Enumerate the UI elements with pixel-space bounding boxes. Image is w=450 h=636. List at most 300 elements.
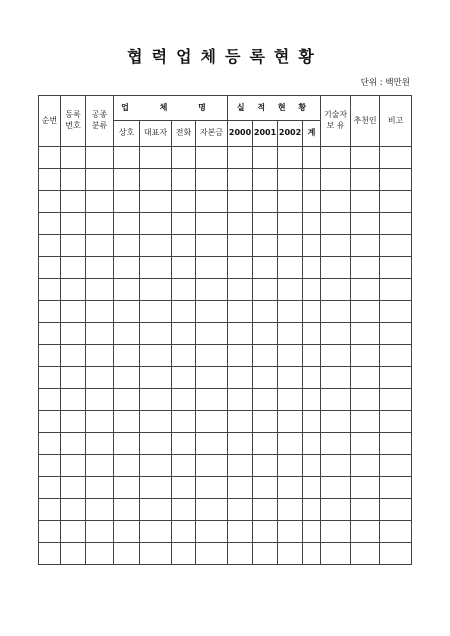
table-row bbox=[39, 147, 412, 169]
table-cell bbox=[140, 367, 172, 389]
table-cell bbox=[321, 191, 351, 213]
table-cell bbox=[172, 235, 196, 257]
table-cell bbox=[140, 389, 172, 411]
table-cell bbox=[351, 147, 380, 169]
table-cell bbox=[303, 345, 321, 367]
table-cell bbox=[39, 389, 61, 411]
table-cell bbox=[278, 477, 303, 499]
table-row bbox=[39, 213, 412, 235]
table-cell bbox=[253, 543, 278, 565]
table-cell bbox=[39, 521, 61, 543]
table-cell bbox=[380, 433, 412, 455]
table-cell bbox=[61, 279, 86, 301]
table-cell bbox=[114, 323, 140, 345]
subheader-year-2000: 2000 bbox=[228, 121, 253, 147]
table-cell bbox=[228, 213, 253, 235]
table-cell bbox=[228, 191, 253, 213]
table-cell bbox=[86, 367, 114, 389]
table-cell bbox=[61, 433, 86, 455]
table-cell bbox=[321, 411, 351, 433]
table-cell bbox=[172, 367, 196, 389]
table-cell bbox=[278, 521, 303, 543]
table-cell bbox=[278, 235, 303, 257]
table-cell bbox=[86, 147, 114, 169]
table-cell bbox=[172, 345, 196, 367]
table-cell bbox=[303, 235, 321, 257]
subheader-representative: 대표자 bbox=[140, 121, 172, 147]
table-cell bbox=[86, 279, 114, 301]
table-cell bbox=[114, 257, 140, 279]
table-cell bbox=[39, 301, 61, 323]
table-cell bbox=[253, 257, 278, 279]
table-cell bbox=[140, 213, 172, 235]
table-cell bbox=[140, 499, 172, 521]
table-cell bbox=[86, 169, 114, 191]
table-cell bbox=[303, 301, 321, 323]
table-cell bbox=[140, 147, 172, 169]
subheader-trade-name: 상호 bbox=[114, 121, 140, 147]
table-cell bbox=[380, 301, 412, 323]
table-cell bbox=[140, 477, 172, 499]
table-cell bbox=[253, 455, 278, 477]
table-cell bbox=[172, 301, 196, 323]
table-cell bbox=[228, 169, 253, 191]
table-cell bbox=[228, 543, 253, 565]
header-company-group: 업 체 명 bbox=[114, 96, 228, 121]
table-cell bbox=[114, 477, 140, 499]
table-cell bbox=[253, 147, 278, 169]
table-cell bbox=[303, 389, 321, 411]
header-performance-group: 실 적 현 황 bbox=[228, 96, 321, 121]
table-cell bbox=[140, 279, 172, 301]
table-cell bbox=[61, 323, 86, 345]
table-cell bbox=[228, 455, 253, 477]
table-cell bbox=[86, 433, 114, 455]
table-cell bbox=[321, 279, 351, 301]
table-cell bbox=[351, 279, 380, 301]
table-cell bbox=[172, 169, 196, 191]
table-cell bbox=[303, 411, 321, 433]
table-cell bbox=[380, 367, 412, 389]
table-cell bbox=[39, 499, 61, 521]
table-cell bbox=[61, 147, 86, 169]
table-cell bbox=[196, 213, 228, 235]
table-cell bbox=[228, 257, 253, 279]
table-cell bbox=[351, 367, 380, 389]
table-cell bbox=[39, 257, 61, 279]
table-row bbox=[39, 411, 412, 433]
table-cell bbox=[380, 543, 412, 565]
table-cell bbox=[253, 169, 278, 191]
table-cell bbox=[39, 279, 61, 301]
table-cell bbox=[86, 191, 114, 213]
table-cell bbox=[114, 191, 140, 213]
table-cell bbox=[61, 455, 86, 477]
table-cell bbox=[196, 301, 228, 323]
table-cell bbox=[278, 543, 303, 565]
table-cell bbox=[140, 301, 172, 323]
table-cell bbox=[61, 169, 86, 191]
table-cell bbox=[172, 191, 196, 213]
table-cell bbox=[351, 323, 380, 345]
table-cell bbox=[380, 521, 412, 543]
table-cell bbox=[39, 367, 61, 389]
table-cell bbox=[196, 389, 228, 411]
table-cell bbox=[321, 169, 351, 191]
table-cell bbox=[351, 169, 380, 191]
table-cell bbox=[351, 499, 380, 521]
table-cell bbox=[303, 213, 321, 235]
subheader-year-2001: 2001 bbox=[253, 121, 278, 147]
table-cell bbox=[86, 301, 114, 323]
table-row bbox=[39, 257, 412, 279]
table-cell bbox=[228, 301, 253, 323]
table-cell bbox=[321, 235, 351, 257]
table-cell bbox=[380, 455, 412, 477]
table-row bbox=[39, 169, 412, 191]
header-seq: 순번 bbox=[39, 96, 61, 147]
table-row bbox=[39, 477, 412, 499]
table-cell bbox=[114, 301, 140, 323]
table-cell bbox=[86, 543, 114, 565]
table-cell bbox=[351, 455, 380, 477]
table-row bbox=[39, 279, 412, 301]
table-cell bbox=[196, 521, 228, 543]
table-cell bbox=[172, 411, 196, 433]
table-cell bbox=[321, 257, 351, 279]
table-cell bbox=[172, 147, 196, 169]
header-recommender: 추천인 bbox=[351, 96, 380, 147]
table-cell bbox=[303, 499, 321, 521]
table-cell bbox=[140, 543, 172, 565]
table-cell bbox=[321, 543, 351, 565]
table-row bbox=[39, 235, 412, 257]
table-cell bbox=[351, 345, 380, 367]
table-cell bbox=[278, 345, 303, 367]
table-cell bbox=[86, 323, 114, 345]
table-cell bbox=[253, 521, 278, 543]
table-cell bbox=[172, 257, 196, 279]
table-cell bbox=[303, 169, 321, 191]
table-cell bbox=[140, 455, 172, 477]
table-cell bbox=[172, 433, 196, 455]
table-cell bbox=[351, 301, 380, 323]
table-cell bbox=[39, 235, 61, 257]
table-cell bbox=[228, 147, 253, 169]
table-cell bbox=[380, 345, 412, 367]
table-cell bbox=[39, 477, 61, 499]
table-cell bbox=[114, 499, 140, 521]
table-cell bbox=[196, 279, 228, 301]
table-cell bbox=[196, 191, 228, 213]
table-cell bbox=[278, 169, 303, 191]
table-cell bbox=[196, 323, 228, 345]
table-cell bbox=[228, 477, 253, 499]
table-row bbox=[39, 323, 412, 345]
table-cell bbox=[86, 345, 114, 367]
header-technicians: 기술자 보 유 bbox=[321, 96, 351, 147]
table-cell bbox=[253, 477, 278, 499]
table-cell bbox=[39, 345, 61, 367]
table-cell bbox=[172, 323, 196, 345]
table-cell bbox=[228, 323, 253, 345]
table-cell bbox=[351, 235, 380, 257]
table-cell bbox=[114, 279, 140, 301]
table-cell bbox=[86, 411, 114, 433]
table-cell bbox=[278, 301, 303, 323]
table-cell bbox=[114, 367, 140, 389]
page-title: 협력업체등록현황 bbox=[127, 47, 323, 66]
table-cell bbox=[380, 389, 412, 411]
table-cell bbox=[351, 433, 380, 455]
table-cell bbox=[172, 477, 196, 499]
subheader-phone: 전화 bbox=[172, 121, 196, 147]
table-cell bbox=[39, 455, 61, 477]
table-cell bbox=[321, 521, 351, 543]
table-cell bbox=[351, 411, 380, 433]
table-cell bbox=[228, 235, 253, 257]
table-cell bbox=[172, 543, 196, 565]
table-cell bbox=[278, 455, 303, 477]
table-cell bbox=[278, 367, 303, 389]
table-cell bbox=[278, 279, 303, 301]
table-cell bbox=[196, 477, 228, 499]
table-cell bbox=[278, 323, 303, 345]
table-cell bbox=[303, 367, 321, 389]
table-cell bbox=[380, 235, 412, 257]
table-cell bbox=[172, 389, 196, 411]
table-cell bbox=[253, 213, 278, 235]
table-cell bbox=[114, 455, 140, 477]
table-cell bbox=[39, 169, 61, 191]
table-cell bbox=[253, 235, 278, 257]
table-cell bbox=[278, 389, 303, 411]
table-cell bbox=[61, 543, 86, 565]
table-cell bbox=[228, 521, 253, 543]
table-cell bbox=[228, 279, 253, 301]
table-cell bbox=[196, 455, 228, 477]
table-row bbox=[39, 543, 412, 565]
table-cell bbox=[61, 477, 86, 499]
table-cell bbox=[61, 301, 86, 323]
table-cell bbox=[351, 389, 380, 411]
table-cell bbox=[61, 235, 86, 257]
table-cell bbox=[114, 235, 140, 257]
table-cell bbox=[196, 345, 228, 367]
table-cell bbox=[351, 191, 380, 213]
table-cell bbox=[253, 389, 278, 411]
table-cell bbox=[228, 345, 253, 367]
table-cell bbox=[172, 521, 196, 543]
table-cell bbox=[351, 521, 380, 543]
table-cell bbox=[278, 213, 303, 235]
table-cell bbox=[39, 323, 61, 345]
table-cell bbox=[196, 147, 228, 169]
table-cell bbox=[380, 191, 412, 213]
table-cell bbox=[114, 213, 140, 235]
table-cell bbox=[303, 477, 321, 499]
table-cell bbox=[114, 389, 140, 411]
table-cell bbox=[321, 455, 351, 477]
table-cell bbox=[253, 411, 278, 433]
table-cell bbox=[278, 147, 303, 169]
table-cell bbox=[253, 191, 278, 213]
header-remarks: 비고 bbox=[380, 96, 412, 147]
table-cell bbox=[278, 257, 303, 279]
table-cell bbox=[253, 345, 278, 367]
table-cell bbox=[380, 279, 412, 301]
table-cell bbox=[196, 257, 228, 279]
table-cell bbox=[321, 147, 351, 169]
table-cell bbox=[303, 433, 321, 455]
table-row bbox=[39, 367, 412, 389]
table-cell bbox=[196, 169, 228, 191]
table-cell bbox=[380, 213, 412, 235]
subheader-total: 계 bbox=[303, 121, 321, 147]
table-cell bbox=[114, 147, 140, 169]
table-cell bbox=[351, 477, 380, 499]
table-row bbox=[39, 455, 412, 477]
table-cell bbox=[196, 499, 228, 521]
table-cell bbox=[321, 477, 351, 499]
table-cell bbox=[172, 455, 196, 477]
table-cell bbox=[321, 301, 351, 323]
header-row-1 bbox=[39, 96, 412, 121]
table-cell bbox=[86, 235, 114, 257]
table-cell bbox=[380, 169, 412, 191]
table-cell bbox=[86, 477, 114, 499]
subheader-capital: 자본금 bbox=[196, 121, 228, 147]
table-row bbox=[39, 345, 412, 367]
table-cell bbox=[196, 433, 228, 455]
table-cell bbox=[321, 389, 351, 411]
table-cell bbox=[351, 543, 380, 565]
table-cell bbox=[114, 433, 140, 455]
table-cell bbox=[351, 257, 380, 279]
table-cell bbox=[140, 191, 172, 213]
table-cell bbox=[61, 191, 86, 213]
table-cell bbox=[303, 191, 321, 213]
table-cell bbox=[380, 147, 412, 169]
table-cell bbox=[61, 367, 86, 389]
table-cell bbox=[140, 521, 172, 543]
table-cell bbox=[228, 389, 253, 411]
table-cell bbox=[39, 543, 61, 565]
table-cell bbox=[303, 543, 321, 565]
header-registration-number: 등록 번호 bbox=[61, 96, 86, 147]
table-cell bbox=[321, 345, 351, 367]
table-cell bbox=[303, 257, 321, 279]
table-cell bbox=[114, 345, 140, 367]
table-cell bbox=[321, 213, 351, 235]
table-cell bbox=[351, 213, 380, 235]
table-cell bbox=[61, 345, 86, 367]
table-cell bbox=[140, 345, 172, 367]
table-cell bbox=[140, 257, 172, 279]
table-cell bbox=[196, 411, 228, 433]
table-cell bbox=[61, 411, 86, 433]
table-cell bbox=[140, 235, 172, 257]
table-cell bbox=[86, 499, 114, 521]
table-cell bbox=[380, 499, 412, 521]
table-cell bbox=[61, 521, 86, 543]
table-cell bbox=[61, 499, 86, 521]
table-cell bbox=[196, 543, 228, 565]
table-row bbox=[39, 191, 412, 213]
subheader-year-2002: 2002 bbox=[278, 121, 303, 147]
table-cell bbox=[253, 367, 278, 389]
table-cell bbox=[61, 213, 86, 235]
table-cell bbox=[140, 411, 172, 433]
table-cell bbox=[303, 455, 321, 477]
table-cell bbox=[380, 411, 412, 433]
table-cell bbox=[114, 543, 140, 565]
table-cell bbox=[228, 411, 253, 433]
table-cell bbox=[321, 499, 351, 521]
table-cell bbox=[278, 411, 303, 433]
table-cell bbox=[196, 367, 228, 389]
table-cell bbox=[196, 235, 228, 257]
table-cell bbox=[380, 477, 412, 499]
table-cell bbox=[114, 169, 140, 191]
table-cell bbox=[380, 323, 412, 345]
table-cell bbox=[253, 499, 278, 521]
table-cell bbox=[86, 521, 114, 543]
table-cell bbox=[253, 301, 278, 323]
table-row bbox=[39, 433, 412, 455]
table-cell bbox=[172, 213, 196, 235]
table-cell bbox=[39, 213, 61, 235]
table-row bbox=[39, 301, 412, 323]
table-cell bbox=[140, 433, 172, 455]
table-row bbox=[39, 499, 412, 521]
table-cell bbox=[303, 521, 321, 543]
table-cell bbox=[253, 323, 278, 345]
header-work-type: 공종 분류 bbox=[86, 96, 114, 147]
table-cell bbox=[140, 169, 172, 191]
table-cell bbox=[86, 455, 114, 477]
table-cell bbox=[253, 279, 278, 301]
table-cell bbox=[321, 323, 351, 345]
table-cell bbox=[228, 499, 253, 521]
table-cell bbox=[228, 367, 253, 389]
table-cell bbox=[86, 257, 114, 279]
table-cell bbox=[61, 257, 86, 279]
table-cell bbox=[114, 411, 140, 433]
table-cell bbox=[39, 433, 61, 455]
registration-table bbox=[38, 95, 412, 565]
table-cell bbox=[172, 499, 196, 521]
table-cell bbox=[303, 147, 321, 169]
table-cell bbox=[39, 411, 61, 433]
table-cell bbox=[380, 257, 412, 279]
table-cell bbox=[303, 323, 321, 345]
table-cell bbox=[278, 191, 303, 213]
table-cell bbox=[253, 433, 278, 455]
table-cell bbox=[114, 521, 140, 543]
table-cell bbox=[39, 191, 61, 213]
table-cell bbox=[39, 147, 61, 169]
table-row bbox=[39, 521, 412, 543]
unit-label: 단위 : 백만원 bbox=[360, 78, 410, 88]
table-cell bbox=[86, 389, 114, 411]
table-cell bbox=[140, 323, 172, 345]
table-cell bbox=[278, 433, 303, 455]
table-cell bbox=[321, 433, 351, 455]
table-cell bbox=[321, 367, 351, 389]
table-cell bbox=[303, 279, 321, 301]
table-cell bbox=[172, 279, 196, 301]
